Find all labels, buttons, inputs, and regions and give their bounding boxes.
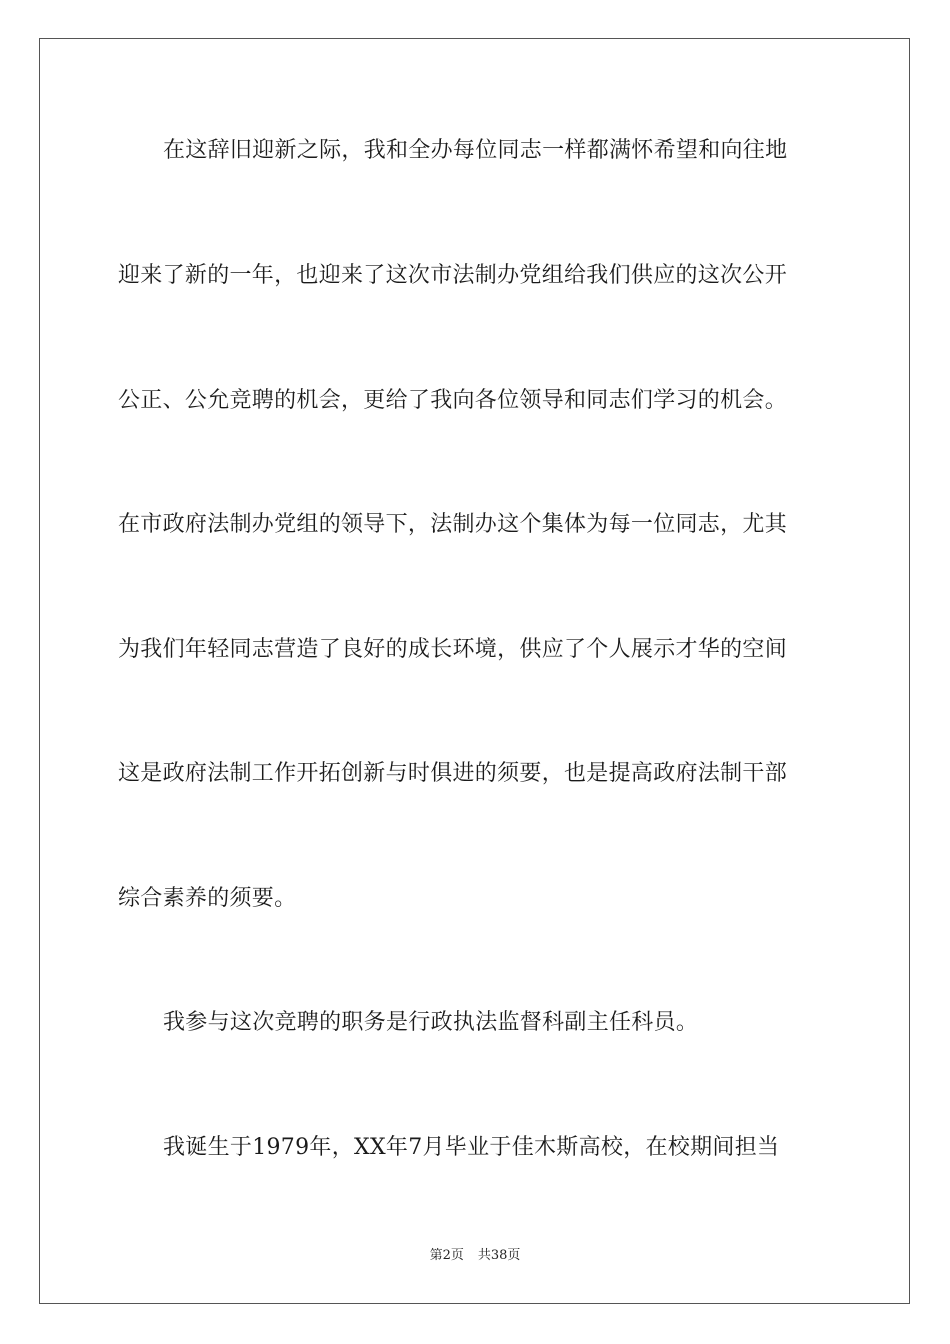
- page-number: 第2页: [429, 1248, 464, 1263]
- page-border: [39, 38, 910, 1304]
- total-pages: 共38页: [477, 1248, 521, 1263]
- text-line-9: 我诞生于1979年，XX年7月毕业于佳木斯高校，在校期间担当: [163, 1135, 780, 1160]
- text-line-6: 这是政府法制工作开拓创新与时俱进的须要，也是提高政府法制干部: [118, 761, 788, 786]
- text-line-3: 公正、公允竞聘的机会，更给了我向各位领导和同志们学习的机会。: [118, 388, 788, 413]
- page-footer: [0, 1247, 950, 1265]
- text-line-8: 我参与这次竞聘的职务是行政执法监督科副主任科员。: [163, 1010, 699, 1035]
- text-line-7: 综合素养的须要。: [118, 886, 297, 911]
- text-line-2: 迎来了新的一年，也迎来了这次市法制办党组给我们供应的这次公开: [118, 263, 788, 288]
- text-line-1: 在这辞旧迎新之际，我和全办每位同志一样都满怀希望和向往地: [163, 138, 788, 163]
- text-line-5: 为我们年轻同志营造了良好的成长环境，供应了个人展示才华的空间: [118, 637, 788, 662]
- text-line-4: 在市政府法制办党组的领导下，法制办这个集体为每一位同志，尤其: [118, 512, 788, 537]
